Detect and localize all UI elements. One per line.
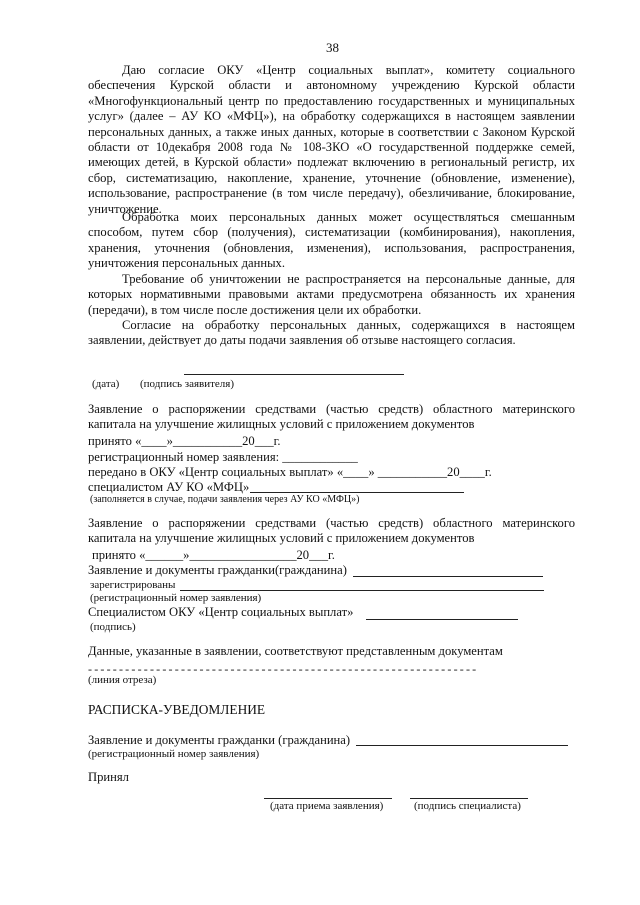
block2-reg-no-caption: (регистрационный номер заявления) [90,592,262,604]
block2-registered-line [180,590,544,591]
block2-title: Заявление о распоряжении средствами (частью средств) областного материнского капитала на улучшение жилищных условий с приложением документов [88,516,575,546]
receipt-reg-no-caption: (регистрационный номер заявления) [88,748,260,760]
block1-specialist-line [250,492,464,493]
consent-paragraph-4: Согласие на обработку персональных данных, содержащихся в настоящем заявлении, действует до даты подачи заявления об отзыве настоящего согласия. [88,318,575,348]
block2-docs-line [353,576,543,577]
receipt-accepted-by: Принял [88,770,129,784]
receipt-date-caption: (дата приема заявления) [270,800,384,812]
page-number: 38 [326,40,339,55]
block2-specialist-line [366,619,518,620]
block1-title: Заявление о распоряжении средствами (частью средств) областного материнского капитала на улучшение жилищных условий с приложением документов [88,402,575,432]
consent-paragraph-3: Требование об уничтожении не распространяется на персональные данные, для которых нормативными правовыми актами предусмотрена обязанность их хранения (передачи), в том числе после достижения цели их обработки. [88,272,575,317]
cut-caption: (линия отреза) [88,674,157,686]
block2-docs: Заявление и документы гражданки(гражданина) [88,563,347,577]
match-statement: Данные, указанные в заявлении, соответствуют представленным документам [88,644,503,658]
block2-accepted: принято «______»_________________20___г. [92,548,335,562]
block2-signature-caption: (подпись) [90,621,136,633]
consent-paragraph-1: Даю согласие ОКУ «Центр социальных выплат», комитету социального обеспечения Курской области и автономному учреждению Курской области «Многофункциональный центр по предоставлению государственных и муниципальных услуг» (далее – АУ КО «МФЦ»), на обработку содержащихся в настоящем заявлении персональных данных, а также иных данных, которые в соответствии с Законом Курской области от 10декабря 2008 года № 108-ЗКО «О государственной поддержке семей, имеющих детей, в Курской области» подлежат включению в региональный регистр, их сбор, систематизацию, накопление, хранение, уточнение (обновление, изменение), использование, распространение (в том числе передачу), обезличивание, блокирование, уничтожение. [88,63,575,216]
receipt-signature-line [410,798,528,799]
block1-accepted: принято «____»___________20___г. [88,434,281,448]
receipt-docs: Заявление и документы гражданки (гражданина) [88,733,351,747]
block1-note: (заполняется в случае, подачи заявления через АУ КО «МФЦ») [90,494,360,505]
block2-registered: зарегистрированы [90,579,176,591]
block1-transferred: передано в ОКУ «Центр социальных выплат» «____» ___________20____г. [88,465,492,479]
cut-line: --------------------------------------------------------------- [88,662,479,676]
receipt-signature-caption: (подпись специалиста) [414,800,521,812]
sig-date-caption: (дата) [92,378,120,390]
block1-specialist: специалистом АУ КО «МФЦ» [88,480,250,494]
block2-specialist: Специалистом ОКУ «Центр социальных выплат» [88,605,354,619]
sig-applicant-caption: (подпись заявителя) [140,378,235,390]
consent-paragraph-2: Обработка моих персональных данных может осуществляться смешанным способом, путем сбор (получения), систематизации (комбинирования), накопления, хранения, уточнения (обновления, изменения), использования, распространения, уничтожения персональных данных. [88,210,575,271]
receipt-docs-line [356,745,568,746]
receipt-title: РАСПИСКА-УВЕДОМЛЕНИЕ [88,702,266,717]
block1-reg-no: регистрационный номер заявления: ____________ [88,450,358,464]
receipt-date-line [264,798,392,799]
signature-line [184,374,404,375]
